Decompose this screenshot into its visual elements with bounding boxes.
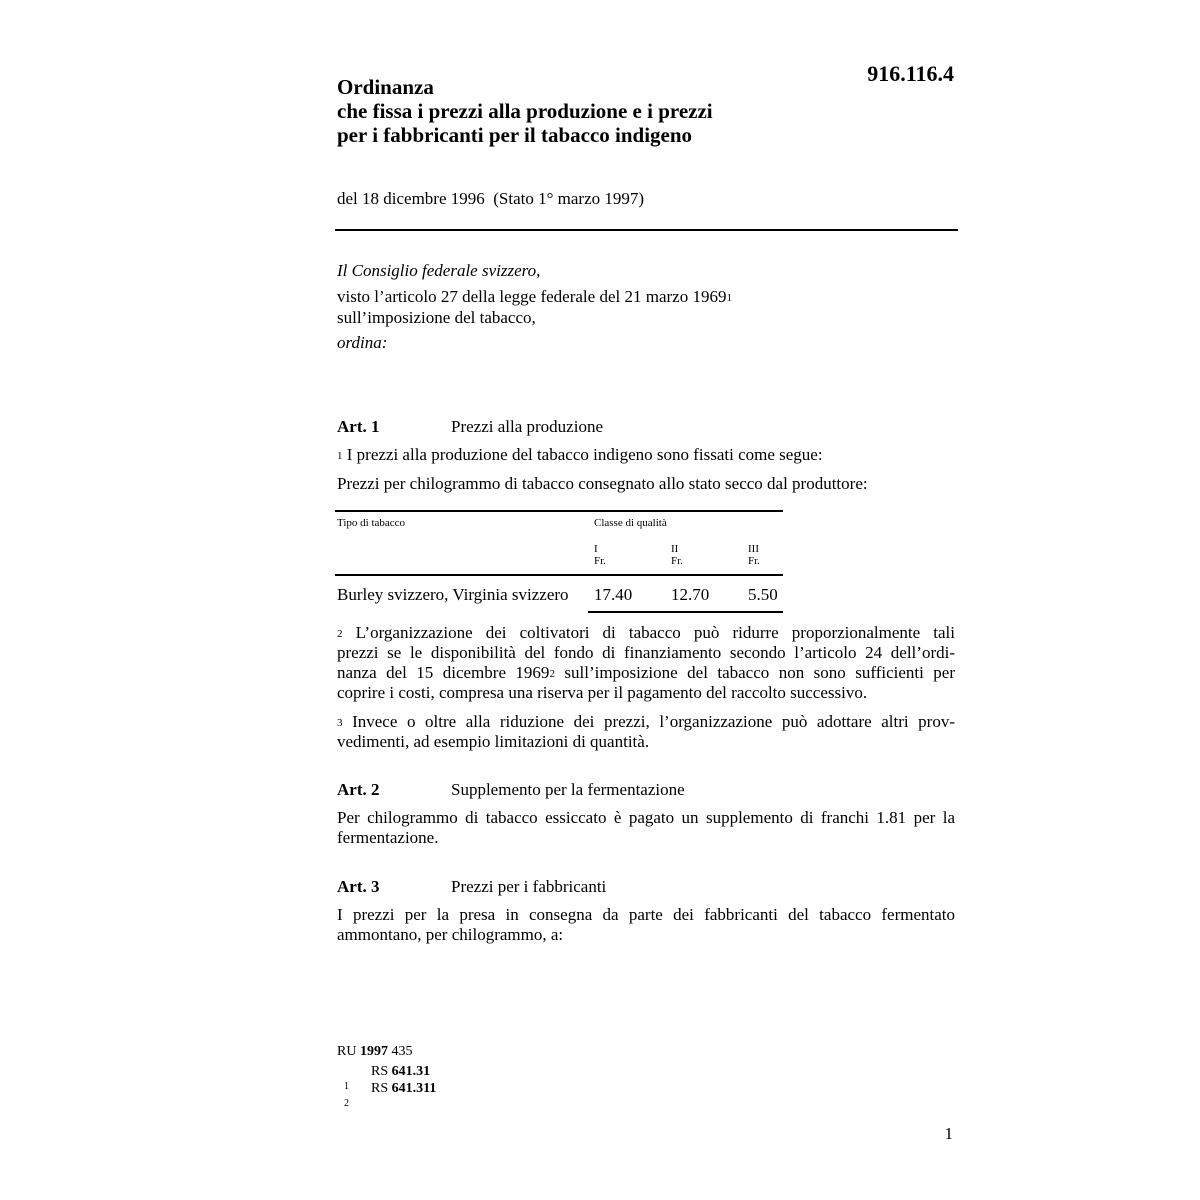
preamble-visto [337,287,732,307]
footnote-number: 2 [344,1098,349,1109]
art3-number: Art. 3 [337,877,380,896]
class-label: II [671,543,679,555]
footnote-item [337,1080,349,1114]
para-line: Per chilogrammo di tabacco essiccato è pagato un supplemento di franchi 1.81 per la [337,808,955,827]
title-line: Ordinanza [337,75,434,99]
title-line: che fissa i prezzi alla produzione e i prezzi [337,99,713,123]
table-col-header: Tipo di tabacco [337,517,406,529]
art2-number: Art. 2 [337,780,380,799]
para-line: I prezzi per la presa in consegna da parte dei fabbricanti del tabacco fermentato [337,905,955,924]
header-divider [335,229,958,231]
preamble-authority: Il Consiglio federale svizzero, [337,261,541,280]
art2-heading: Supplemento per la fermentazione [451,780,685,799]
art1-heading: Prezzi alla produzione [451,417,603,436]
para-line: $^2$ L’organizzazione dei coltivatori di tabacco può ridurre proporzionalmente tali [337,623,956,642]
table-row-label: Burley svizzero, Virginia svizzero [337,585,569,604]
para-number: 2 [337,628,343,640]
art2-text [337,808,955,848]
table-top-rule [335,510,783,512]
art3-heading: Prezzi per i fabbricanti [451,877,607,896]
para-line: prezzi se le disponibilità del fondo di finanziamento secondo l’articolo 24 dell’ordi- [337,643,955,662]
preamble-visto-cont: sull’imposizione del tabacco, [337,308,536,327]
title-line: per i fabbricanti per il tabacco indigeno [337,123,693,147]
class-label: III [748,543,759,555]
para-number: 3 [337,717,343,729]
document-title [337,75,857,147]
art1-para1b: Prezzi per chilogrammo di tabacco consegnato allo stato secco dal produttore: [337,474,868,493]
visto-text: visto l’articolo 27 della legge federale del 21 marzo 1969 [337,287,727,306]
page-number: 1 [944,1124,953,1143]
table-cell: 17.40 [594,585,633,604]
preamble-ordina: ordina: [337,333,388,352]
table-header-rule [335,574,783,576]
table-cell: 12.70 [671,585,710,604]
footnote-ref[interactable]: 1 [726,292,732,304]
sr-number: 916.116.4 [867,61,954,86]
para-line: $^3$ Invece o oltre alla riduzione dei prezzi, l’organizzazione può adottare altri prov- [337,712,956,731]
table-bottom-rule [588,611,783,613]
date-line: del 18 dicembre 1996 (Stato 1° marzo 1997) [337,189,645,208]
table-class-col [748,543,760,567]
class-unit: Fr. [671,555,683,567]
art1-number: Art. 1 [337,417,380,436]
footnote-ru: RU 1997 435 [337,1044,413,1059]
class-label: I [594,543,598,555]
art1-para2 [337,623,955,703]
class-unit: Fr. [748,555,760,567]
para-line: coprire i costi, compresa una riserva per il pagamento del raccolto successivo. [337,683,868,702]
para-number: 1 [337,450,343,462]
para-line: nanza del 15 dicembre 1969$^2$ sull’imposizione del tabacco non sono sufficienti per [337,663,955,682]
art1-para3 [337,712,955,752]
class-unit: Fr. [594,555,606,567]
art3-text [337,905,955,945]
table-class-col [671,543,683,567]
footnote-ref[interactable]: 2 [549,668,555,680]
table-class-col [594,543,606,567]
para-line: ammontano, per chilogrammo, a: [337,925,564,944]
table-cell: 5.50 [748,585,778,604]
footnote-ref-text: RS 641.31 [371,1064,431,1079]
footnote-ref-text: RS 641.311 [371,1081,437,1096]
para-text: I prezzi alla produzione del tabacco indigeno sono fissati come segue: [346,445,823,464]
table-class-header: Classe di qualità [594,517,667,529]
art1-para1 [337,445,823,465]
para-line: vedimenti, ad esempio limitazioni di quantità. [337,732,650,751]
para-line: fermentazione. [337,828,439,847]
footnote-number: 1 [344,1081,349,1092]
